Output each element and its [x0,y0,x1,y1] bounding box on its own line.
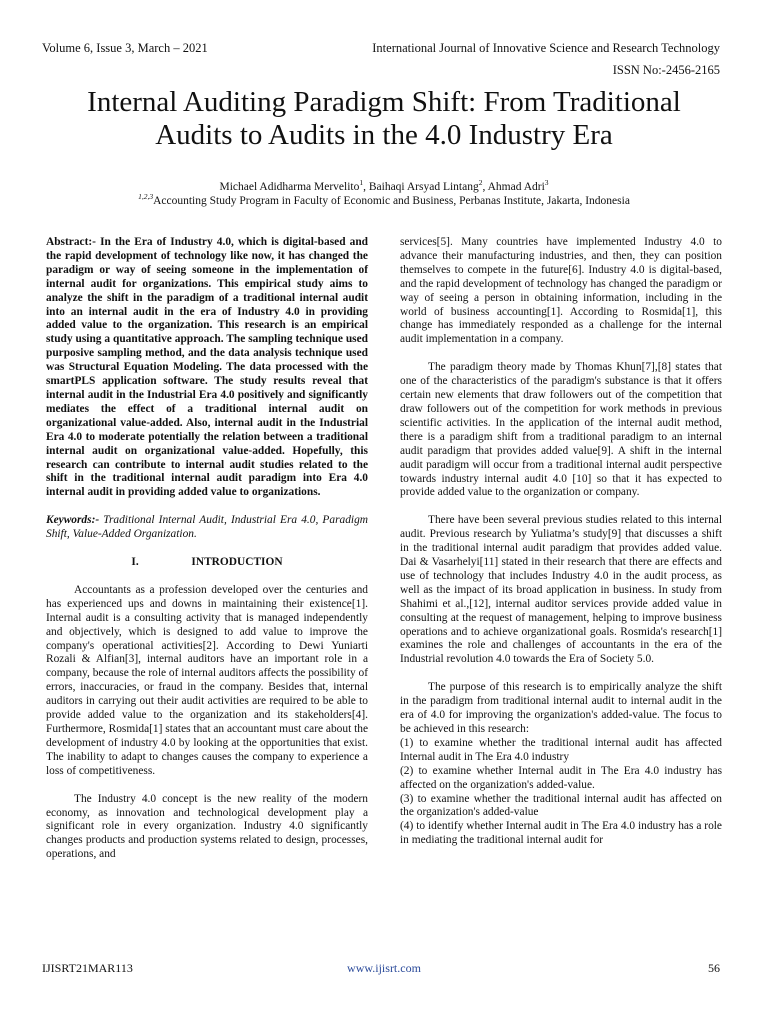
issn: ISSN No:-2456-2165 [612,63,720,77]
author-1-sup: 1 [359,178,364,188]
journal-name: International Journal of Innovative Science and Research Technology [372,41,720,55]
author-2-sup: 2 [478,178,483,188]
volume-issue: Volume 6, Issue 3, March – 2021 [42,41,208,55]
paragraph: The purpose of this research is to empirically analyze the shift in the paradigm from traditional internal audit to internal audit in the era of 4.0 for improving the organization's added-value. The focus to be achieved in this research: [400,681,722,735]
title-line-1: Internal Auditing Paradigm Shift: From Traditional [87,86,681,118]
author-3-sup: 3 [544,178,549,188]
keywords-text: Traditional Internal Audit, Industrial Era 4.0, Paradigm Shift, Value-Added Organization. [46,514,368,541]
paragraph: Accountants as a profession developed over the centuries and has experienced ups and downs in maintaining their existence[1]. Internal audit is a consulting activity that is managed independently and objectively, which is designed to add value to improve the company's operational activities[2]. According to Dewi Yuniarti Rozali & Alfian[3], internal auditors have an important role in a company, because the role of internal auditors affects the possibility of errors, inaccuracies, or fraud in the company. Besides that, internal auditors in carrying out their audit activities are required to be able to provide added value to the organization and its stakeholders[4]. Furthermore, Rosmida[1] states that an accountant must care about the development of industry 4.0 by looking at the opportunities that exist. The inability to adapt to changes causes the company to experience a loss of competitiveness. [46,583,369,777]
left-column [46,236,368,862]
paper-title [40,86,728,152]
affiliation-text: Accounting Study Program in Faculty of Economic and Business, Perbanas Institute, Jakarta, Indonesia [153,195,630,207]
page-number: 56 [708,961,720,975]
abstract: Abstract:- In the Era of Industry 4.0, which is digital-based and the rapid development of technology like now, it has changed the paradigm or way of seeing someone in the implementation of internal audit for organizations. This empirical study aims to analyze the shift in the paradigm of a traditional internal audit into an internal audit in the era of Industry 4.0 in providing added value to the organization. This research is an empirical study using a quantitative approach. The sampling technique used purposive sampling method, and the data analysis technique used was Structural Equation Modeling. The data processed with the smartPLS application software. The study results reveal that internal audit in the Industrial Era 4.0 positively and significantly mediates the effect of a traditional internal audit on organizational value-added. Also, internal audit in the Industrial Era 4.0 to moderate potentially the relation between a traditional internal audit on organizational value-added. Hopefully, this research can contribute to internal audit studies related to the shift in the traditional internal audit paradigm into Era 4.0 internal audit in providing added value to organizations. [46,236,368,499]
section-title: INTRODUCTION [191,556,283,569]
keywords-label: Keywords:- [46,514,100,527]
keywords [46,514,368,542]
objective-item: (1) to examine whether the traditional internal audit has affected Internal audit in The Era 4.0 industry [400,736,722,763]
affiliation [40,192,728,207]
objective-item: (3) to examine whether the traditional internal audit has affected on the organization's added-value [400,792,722,819]
paragraph: The paradigm theory made by Thomas Khun[7],[8] states that one of the characteristics of the paradigm's substance is that it offers certain new elements that draw followers out of the competition that draw followers out of the competition for work methods in previous scientific activities. In the application of the internal audit method, there is a paradigm shift from a traditional paradigm to an internal audit paradigm that provides added value[9]. A shift in the internal audit paradigm will occur from a traditional internal audit perspective towards industry internal audit 4.0 [10] so that it has expected to provide added value to the organization or company. [400,361,722,499]
section-heading [46,556,368,570]
paragraph: services[5]. Many countries have implemented Industry 4.0 to advance their manufacturing industries, and then, they can position themselves to compete in the future[6]. Industry 4.0 is digital-based, and the rapid development of technology has changed the paradigm or way of seeing a person in obtaining information, including in the world of business accounting[1]. According to Rosmida[1], this change has immediately responded as a challenge for the internal audit implementation in a company. [400,236,722,346]
section-number: I. [131,556,139,569]
footer-code: IJISRT21MAR113 [42,961,133,975]
author-2: , Baihaqi Arsyad Lintang [363,181,479,193]
paragraph: There have been several previous studies related to this internal audit. Previous research by Yuliatma’s study[9] that discusses a shift in the traditional internal audit paradigm that provides added value. Dai & Vasarhelyi[11] stated in their research that there are effects and use of technology that includes Industry 4.0 in the audit process, as well as the impact of its broad application in business. In study from Shahimi et al.,[12], internal auditor services provide added value in consulting at the request of management, helping to improve business operations and to achieve organizational goals. Rosmida's research[1] examines the role and challenges of accountants in the era of the Industrial revolution 4.0 towards the Era of Society 5.0. [400,514,722,666]
objective-item: (4) to identify whether Internal audit in The Era 4.0 industry has a role in mediating the traditional internal audit for [400,820,722,847]
right-column [400,236,722,848]
author-1: Michael Adidharma Mervelito [219,181,360,193]
paragraph: The Industry 4.0 concept is the new reality of the modern economy, as innovation and technological development play a significant role in every organization. Industry 4.0 significantly changes products and production systems related to design, processes, operations, and [46,792,368,861]
author-3: , Ahmad Adri [482,181,545,193]
footer-url-link[interactable]: www.ijisrt.com [347,961,421,975]
affiliation-sup: 1,2,3 [138,192,154,202]
objective-item: (2) to examine whether Internal audit in The Era 4.0 industry has affected on the organization's added-value. [400,764,722,791]
title-line-2: Audits to Audits in the 4.0 Industry Era [155,119,613,151]
